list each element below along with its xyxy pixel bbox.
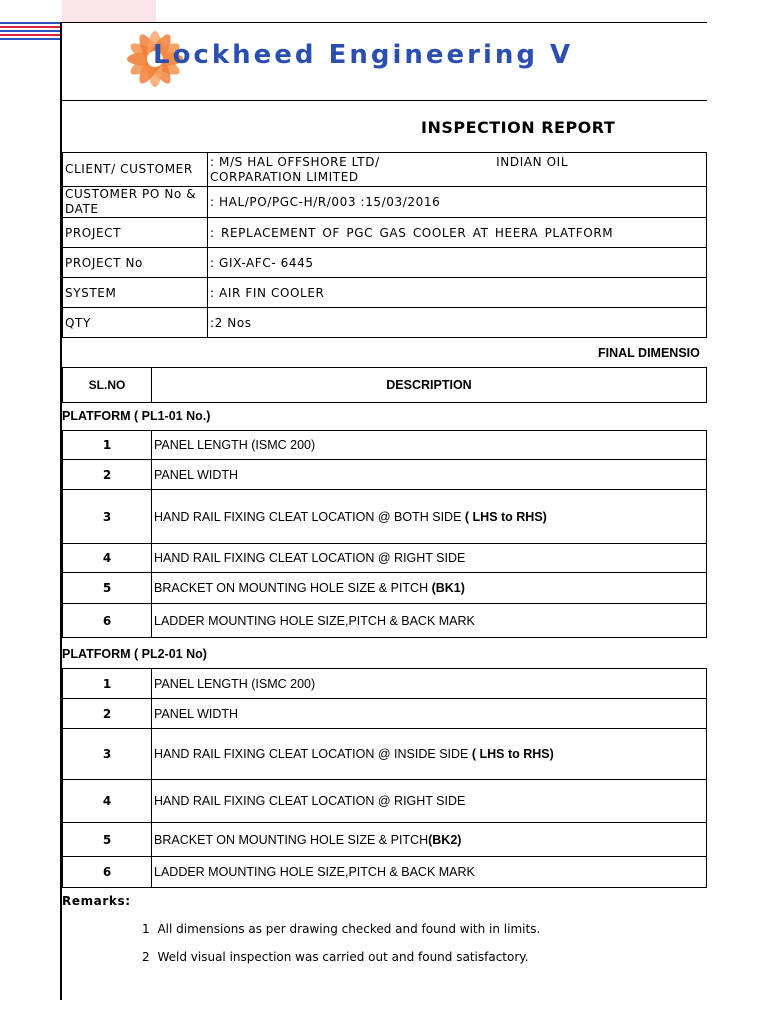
row-number: 1 [63, 431, 152, 460]
info-label: PROJECT [63, 218, 208, 248]
row-number: 3 [63, 729, 152, 780]
table-row [63, 431, 707, 460]
remarks-title: Remarks: [62, 894, 131, 908]
row-number: 5 [63, 573, 152, 604]
info-row-po [63, 187, 707, 218]
table-row [63, 780, 707, 823]
top-pink-block [62, 0, 156, 22]
info-value: :2 Nos [208, 308, 707, 338]
row-description: HAND RAIL FIXING CLEAT LOCATION @ RIGHT SIDE [152, 544, 707, 573]
section-table-pl1 [62, 430, 707, 638]
page-title: INSPECTION REPORT [421, 118, 616, 137]
row-number: 2 [63, 699, 152, 729]
column-header-description: DESCRIPTION [152, 368, 707, 403]
section-title-pl2: PLATFORM ( PL2-01 No) [62, 647, 207, 661]
remark-number: 1 [142, 922, 150, 936]
table-row [63, 604, 707, 638]
table-row [63, 857, 707, 888]
info-label: PROJECT No [63, 248, 208, 278]
row-number: 3 [63, 490, 152, 544]
column-header-table [62, 367, 707, 403]
row-number: 4 [63, 544, 152, 573]
row-number: 1 [63, 669, 152, 699]
top-border [62, 22, 707, 23]
table-row [63, 729, 707, 780]
table-row [63, 460, 707, 490]
table-row [63, 669, 707, 699]
company-logo [80, 24, 768, 94]
row-description: PANEL WIDTH [152, 699, 707, 729]
row-number: 5 [63, 823, 152, 857]
row-description: PANEL WIDTH [152, 460, 707, 490]
row-number: 4 [63, 780, 152, 823]
corner-stripes [0, 22, 62, 44]
remark-text: Weld visual inspection was carried out and found satisfactory. [157, 950, 529, 964]
section-table-pl2 [62, 668, 707, 888]
row-description: PANEL LENGTH (ISMC 200) [152, 431, 707, 460]
remark-number: 2 [142, 950, 150, 964]
table-row [63, 823, 707, 857]
row-description: PANEL LENGTH (ISMC 200) [152, 669, 707, 699]
info-label: QTY [63, 308, 208, 338]
table-row [63, 573, 707, 604]
row-number: 6 [63, 857, 152, 888]
row-number: 6 [63, 604, 152, 638]
table-row [63, 490, 707, 544]
remark-item [142, 922, 540, 936]
info-value: : HAL/PO/PGC-H/R/003 :15/03/2016 [208, 187, 707, 218]
info-value: : GIX-AFC- 6445 [208, 248, 707, 278]
info-label: CLIENT/ CUSTOMER [63, 153, 208, 187]
final-dimension-label: FINAL DIMENSIO [598, 346, 700, 360]
report-info-table [62, 152, 707, 338]
row-number: 2 [63, 460, 152, 490]
remark-text: All dimensions as per drawing checked and found with in limits. [157, 922, 541, 936]
column-header-sl-no: SL.NO [63, 368, 152, 403]
table-row [63, 699, 707, 729]
info-label: CUSTOMER PO No & DATE [63, 187, 208, 218]
header-divider [62, 100, 707, 101]
section-title-pl1: PLATFORM ( PL1-01 No.) [62, 409, 211, 423]
info-value: : REPLACEMENT OF PGC GAS COOLER AT HEERA PLATFORM [208, 218, 707, 248]
table-row [63, 544, 707, 573]
row-description: HAND RAIL FIXING CLEAT LOCATION @ RIGHT SIDE [152, 780, 707, 823]
row-description: BRACKET ON MOUNTING HOLE SIZE & PITCH (BK1) [152, 573, 707, 604]
info-row-system [63, 278, 707, 308]
company-name: Lockheed Engineering V [153, 40, 574, 70]
info-label: SYSTEM [63, 278, 208, 308]
info-row-client [63, 153, 707, 187]
info-row-project-no [63, 248, 707, 278]
row-description: BRACKET ON MOUNTING HOLE SIZE & PITCH(BK2) [152, 823, 707, 857]
info-row-project [63, 218, 707, 248]
row-description: HAND RAIL FIXING CLEAT LOCATION @ INSIDE SIDE ( LHS to RHS) [152, 729, 707, 780]
row-description: LADDER MOUNTING HOLE SIZE,PITCH & BACK MARK [152, 604, 707, 638]
row-description: HAND RAIL FIXING CLEAT LOCATION @ BOTH SIDE ( LHS to RHS) [152, 490, 707, 544]
info-value: : M/S HAL OFFSHORE LTD/ INDIAN OIL CORPARATION LIMITED [208, 153, 707, 187]
row-description: LADDER MOUNTING HOLE SIZE,PITCH & BACK MARK [152, 857, 707, 888]
remark-item [142, 950, 528, 964]
info-row-qty [63, 308, 707, 338]
info-value: : AIR FIN COOLER [208, 278, 707, 308]
